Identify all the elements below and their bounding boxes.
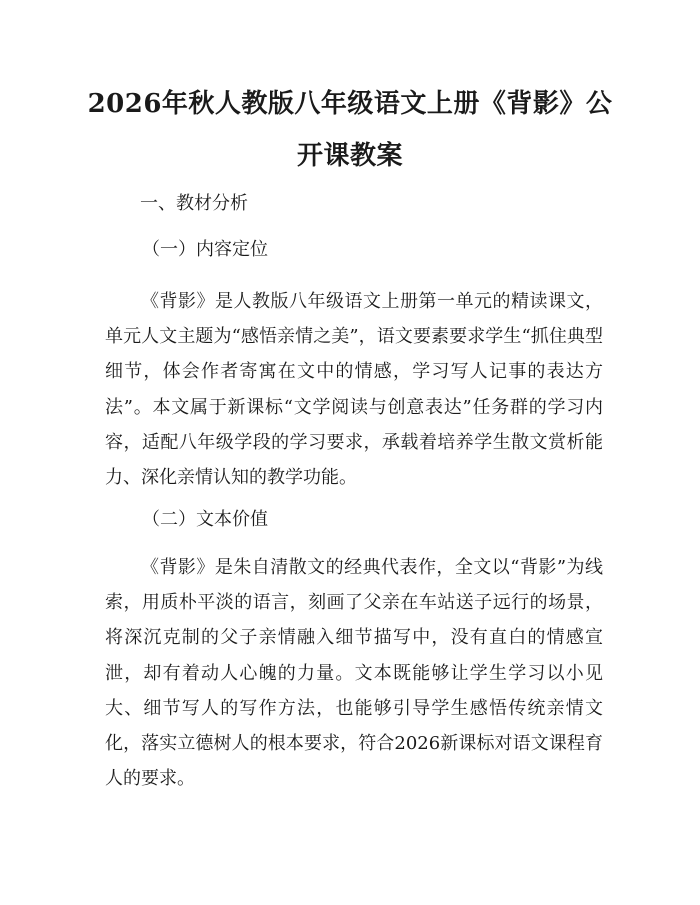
document-title: 2026年秋人教版八年级语文上册《背影》公开课教案 <box>87 89 613 171</box>
subsection-heading-content-positioning: （一）内容定位 <box>142 239 268 260</box>
subsection-heading-text-value: （二）文本价值 <box>142 509 268 530</box>
section-heading-teaching-material-analysis: 一、教材分析 <box>140 193 248 214</box>
paragraph-text-value: 《背影》是朱自清散文的经典代表作，全文以“背影”为线索，用质朴平淡的语言，刻画了父亲在车站送子远行的场景，将深沉克制的父子亲情融入细节描写中，没有直白的情感宣泄，却有着动人心魄的力量。文本既能够让学生学习以小见大、细节写人的写作方法，也能够引导学生感悟传统亲情文化，落实立德树人的根本要求，符合2026新课标对语文课程育人的要求。 <box>105 557 603 790</box>
paragraph-content-positioning: 《背影》是人教版八年级语文上册第一单元的精读课文，单元人文主题为“感悟亲情之美”，语文要素要求学生“抓住典型细节，体会作者寄寓在文中的情感，学习写人记事的表达方法”。本文属于新课标“文学阅读与创意表达”任务群的学习内容，适配八年级学段的学习要求，承载着培养学生散文赏析能力、深化亲情认知的教学功能。 <box>105 291 603 489</box>
